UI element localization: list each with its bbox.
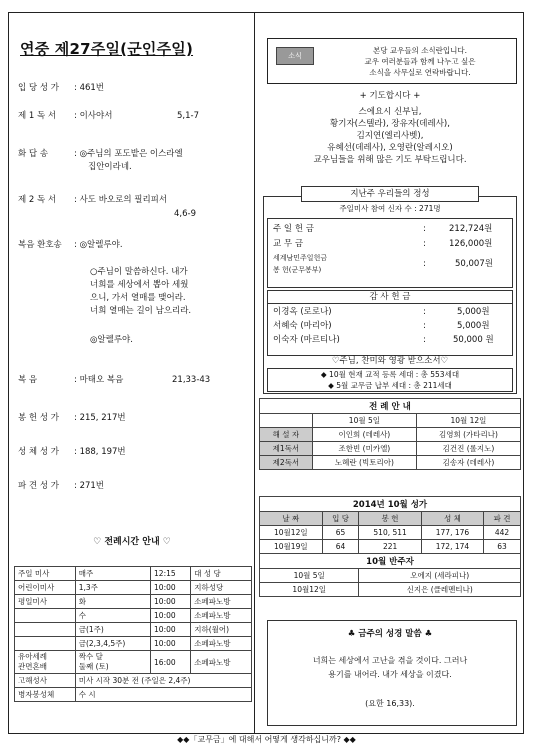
- table-row: 어린이미사 1,3주 10:00 지하성당: [15, 581, 252, 595]
- table-row: 금(2,3,4,5주) 10:00 소페파노방: [15, 637, 252, 651]
- footer: ◆◆「교무금」에 대해서 어떻게 생각하십니까? ◆◆: [177, 735, 356, 744]
- notice-box: [267, 38, 517, 84]
- entrance-hymn: 입 당 성 가 : 461번: [18, 83, 105, 93]
- table-row: 2014년 10월 성가: [260, 497, 521, 512]
- sunday-collection-label: 주 일 헌 금: [273, 224, 314, 234]
- prayer-list: 스에요시 신부님, 황기자(스텔라), 장유자(데레사), 김지연(엘리사벳), 유혜선(데레사), 오영란(알레시오) 교우님들을 위해 많은 기도 부탁드립니다.: [313, 107, 467, 165]
- table-row: 해 설 자 이인희 (데레사) 김영희 (가타리나): [260, 428, 521, 442]
- hymns-table: [259, 496, 521, 597]
- table-row: 날 짜 입 당 봉 헌 성 체 파 견: [260, 512, 521, 526]
- table-row: 제1독서 조한빈 (미카엘) 김건진 (롤지노): [260, 442, 521, 456]
- attendance: 주일미사 참여 신자 수 : 271명: [339, 204, 441, 213]
- table-row: 10월 반주자: [260, 554, 521, 569]
- roster-table: [259, 398, 521, 470]
- dues-label: 교 무 금: [273, 239, 304, 249]
- table-row: 10월12일 65 510, 511 177, 176 442: [260, 526, 521, 540]
- psalm-continued: 집안이라네.: [88, 162, 132, 172]
- verse-text: 너희는 세상에서 고난을 겪을 것이다. 그러나 용기를 내어라. 내가 세상을 이겼다.: [312, 656, 468, 679]
- responsorial-psalm: 화 답 송 : ◎주님의 포도밭은 이스라엘: [18, 149, 183, 159]
- table-row: 10월19일 64 221 172, 174 63: [260, 540, 521, 554]
- table-row: 금(1주) 10:00 지하(월어): [15, 623, 252, 637]
- verse-title: ♣ 금주의 성경 말씀 ♣: [347, 629, 433, 639]
- stats: ◆ 10월 현재 교적 등록 세대 : 총 553세대 ◆ 5월 교무금 납부 세대 : 총 211세대: [320, 370, 460, 390]
- table-row: 10월12일 신지은 (클레멘티나): [260, 583, 521, 597]
- table-row: 유아세례 관면혼배 짝수 달 둘째 (토) 16:00 소페파노방: [15, 651, 252, 674]
- gospel-acclamation: 복음 환호송 : ◎알렐루야.: [18, 240, 123, 250]
- gospel-ref: 21,33-43: [172, 375, 211, 385]
- offertory-hymn: 봉 헌 성 가 : 215, 217번: [18, 413, 126, 423]
- page-title: 연중 제27주일(군인주일): [20, 40, 194, 58]
- table-row: 10월 5일 오에지 (세라피나): [260, 569, 521, 583]
- gospel: 복 음 : 마태오 복음: [18, 375, 124, 385]
- table-row: 고해성사 미사 시작 30분 전 (주일은 2,4주): [15, 674, 252, 688]
- column-divider: [254, 12, 255, 734]
- blessing: ♡주님, 찬미와 영광 받으소서♡: [331, 356, 449, 366]
- news-logo-icon: 소식: [276, 47, 314, 65]
- table-row: 전 례 안 내: [260, 399, 521, 414]
- special-collection-label: 세계남민주일헌금: [273, 254, 328, 262]
- dues-amount: 126,000원: [449, 239, 493, 249]
- special-collection-amount: 50,007원: [455, 259, 493, 269]
- table-row: 병자봉성체 수 시: [15, 688, 252, 702]
- acclamation-verse: ○주님이 말씀하신다. 내가 너희를 세상에서 뽑아 세웠 으니, 가서 열매를 맺어라. 너희 열매는 길이 남으리라.: [90, 267, 192, 316]
- acclamation-end: ◎알렐루야.: [90, 335, 133, 345]
- communion-hymn: 성 체 성 가 : 188, 197번: [18, 447, 126, 457]
- table-row: 주일 미사 매주 12:15 대 성 당: [15, 567, 252, 581]
- first-reading-ref: 5,1-7: [177, 111, 199, 121]
- second-reading: 제 2 독 서 : 사도 바오로의 필리피서: [18, 195, 168, 205]
- worship-schedule-title: ♡ 전례시간 안내 ♡: [93, 537, 171, 547]
- right-column: 소식 본당 교우들의 소식란입니다. 교우 여러분들과 함께 나누고 싶은 소식을 사무실로 연락바랍니다. + 기도합시다 + 스에요시 신부님, 황기자(스텔라), 장유자(데레사), 김지연(엘리사벳), 유혜선(데레사), 오영란(알레시오) 교우님들을 위해 많은 기도 부탁드립니다. 지난주 우리들의 정성 주일미사 참여 신자 수 : 271명 주 일 헌 금 : 212,724원 교 무 금 : 126,000원 세계남민주일헌금 봉 헌(군무봉부) : 50,007원 감 사 헌 금 이경옥 (로로나) : 5,000원 서혜숙 (마리아) : 5,000원 이숙자 (마르티나) : 50,000 원 ♡주님, 찬미와 영광 받으소서♡ ◆ 10월 현재 교적 등록 세대 : 총 553세대 ◆ 5월 교무금 납부 세대 : 총 211세대 전 례 안 내 10월 5일 10월 12일 해 설 자 이인희 (데레사) 김영희 (가타리나) 제1독서 조한빈 (미카엘) 김건진 (롤지노) 제2독서 노혜란 (빅토리아) 김송자 (데레사) 2014년 10월 성가 날 짜 입 당 봉 헌 성 체 파 견 10월12일 65 510, 511 177, 176 442 10월19일 64 221 172, 174 63 10월 반주자 10월 5일 오에지 (세라피나) 10월12일 신지은 (클레멘티나) ♣ 금주의 성경 말씀 ♣ 너희는 세상에서 고난을 겪을 것이다. 그러나 용기를 내어라. 내가 세상을 이겼다. (요한 16,33).: [257, 14, 523, 734]
- dismissal-hymn: 파 견 성 가 : 271번: [18, 481, 105, 491]
- table-row: 10월 5일 10월 12일: [260, 414, 521, 428]
- sunday-collection-amount: 212,724원: [449, 224, 493, 234]
- left-column: [12, 14, 252, 734]
- notice-text: 본당 교우들의 소식란입니다. 교우 여러분들과 함께 나누고 싶은 소식을 사무실로 연락바랍니다.: [364, 46, 476, 77]
- second-reading-ref: 4,6-9: [174, 209, 196, 219]
- table-row: 수 10:00 소페파노방: [15, 609, 252, 623]
- first-reading: 제 1 독 서 : 이사야서: [18, 111, 113, 121]
- table-row: 평일미사 화 10:00 소페파노방: [15, 595, 252, 609]
- offering-title: 지난주 우리들의 정성: [301, 186, 479, 202]
- thanks-title: 감 사 헌 금: [267, 291, 513, 304]
- prayer-title: + 기도합시다 +: [359, 91, 421, 101]
- table-row: 제2독서 노혜란 (빅토리아) 김송자 (데레사): [260, 456, 521, 470]
- worship-schedule-table: [14, 566, 252, 702]
- verse-ref: (요한 16,33).: [365, 699, 415, 708]
